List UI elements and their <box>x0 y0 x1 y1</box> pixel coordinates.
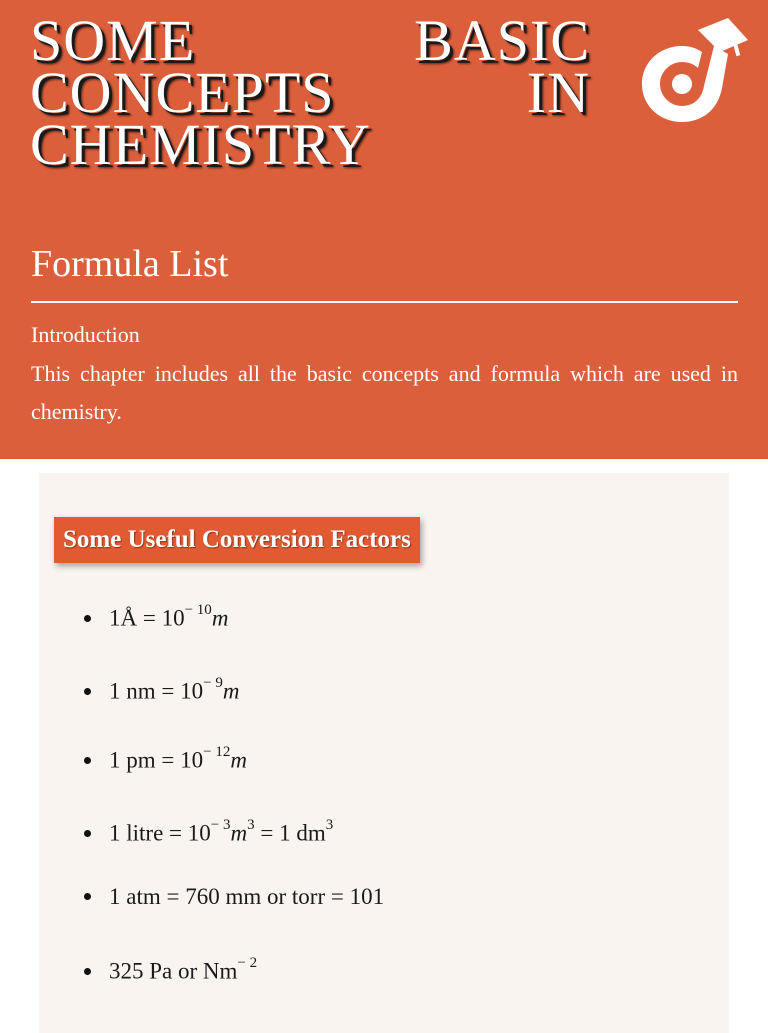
intro-text: This chapter includes all the basic concepts and formula which are used in chemistry. <box>31 361 738 424</box>
conversion-item <box>84 671 239 707</box>
formula-part: = 1 dm <box>254 820 326 846</box>
formula <box>109 598 228 634</box>
formula-superscript: − 12 <box>203 744 231 760</box>
formula-part: 1 litre = 10 <box>109 820 211 846</box>
bullet-dot-icon <box>84 893 91 900</box>
title-word: BASIC <box>414 8 590 73</box>
brand-logo-graphic <box>636 18 748 124</box>
formula-superscript: 3 <box>325 817 334 833</box>
content-panel <box>39 473 729 1033</box>
formula-superscript: − 2 <box>237 955 258 971</box>
title-word: SOME <box>30 8 196 73</box>
title-word: CHEMISTRY <box>30 112 371 177</box>
page-title <box>30 8 590 177</box>
formula-superscript: − 3 <box>210 817 231 833</box>
conversion-item <box>84 813 333 849</box>
bullet-dot-icon <box>84 615 91 622</box>
bullet-dot-icon <box>84 688 91 695</box>
formula-superscript: 3 <box>247 817 255 833</box>
bullet-dot-icon <box>84 968 91 975</box>
header-banner <box>0 0 768 459</box>
formula <box>109 951 257 987</box>
formula-part: 1 pm = 10 <box>109 747 204 773</box>
formula-superscript: − 10 <box>184 602 212 618</box>
title-word: CONCEPTS <box>30 60 335 125</box>
bullet-dot-icon <box>84 830 91 837</box>
title-word: IN <box>526 60 590 125</box>
formula-part: m <box>230 747 247 773</box>
formula <box>109 813 333 849</box>
formula-part: m <box>230 820 248 846</box>
formula <box>109 671 239 707</box>
formula-part: m <box>211 605 229 631</box>
conversion-item <box>84 598 228 634</box>
conversion-list <box>39 473 729 1033</box>
formula-part: 1 atm = 760 mm or torr = 101 <box>109 884 385 909</box>
conversion-item <box>84 882 384 912</box>
section-heading: Some Useful Conversion Factors <box>54 517 420 563</box>
formula-part: 1 nm = 10 <box>109 678 204 704</box>
bullet-dot-icon <box>84 757 91 764</box>
conversion-item <box>84 951 257 987</box>
formula-part: 325 Pa or Nm <box>109 958 238 984</box>
intro-heading: Introduction <box>31 322 140 347</box>
formula <box>109 882 384 912</box>
brand-d-logo-icon[interactable] <box>636 18 748 124</box>
conversion-item <box>84 740 247 776</box>
divider <box>31 301 738 303</box>
subtitle: Formula List <box>31 243 229 285</box>
formula-part: 1Å = 10 <box>109 605 185 631</box>
formula <box>109 740 247 776</box>
formula-part: m <box>222 678 240 704</box>
formula-superscript: − 9 <box>203 675 223 691</box>
title-line-3 <box>30 112 590 177</box>
